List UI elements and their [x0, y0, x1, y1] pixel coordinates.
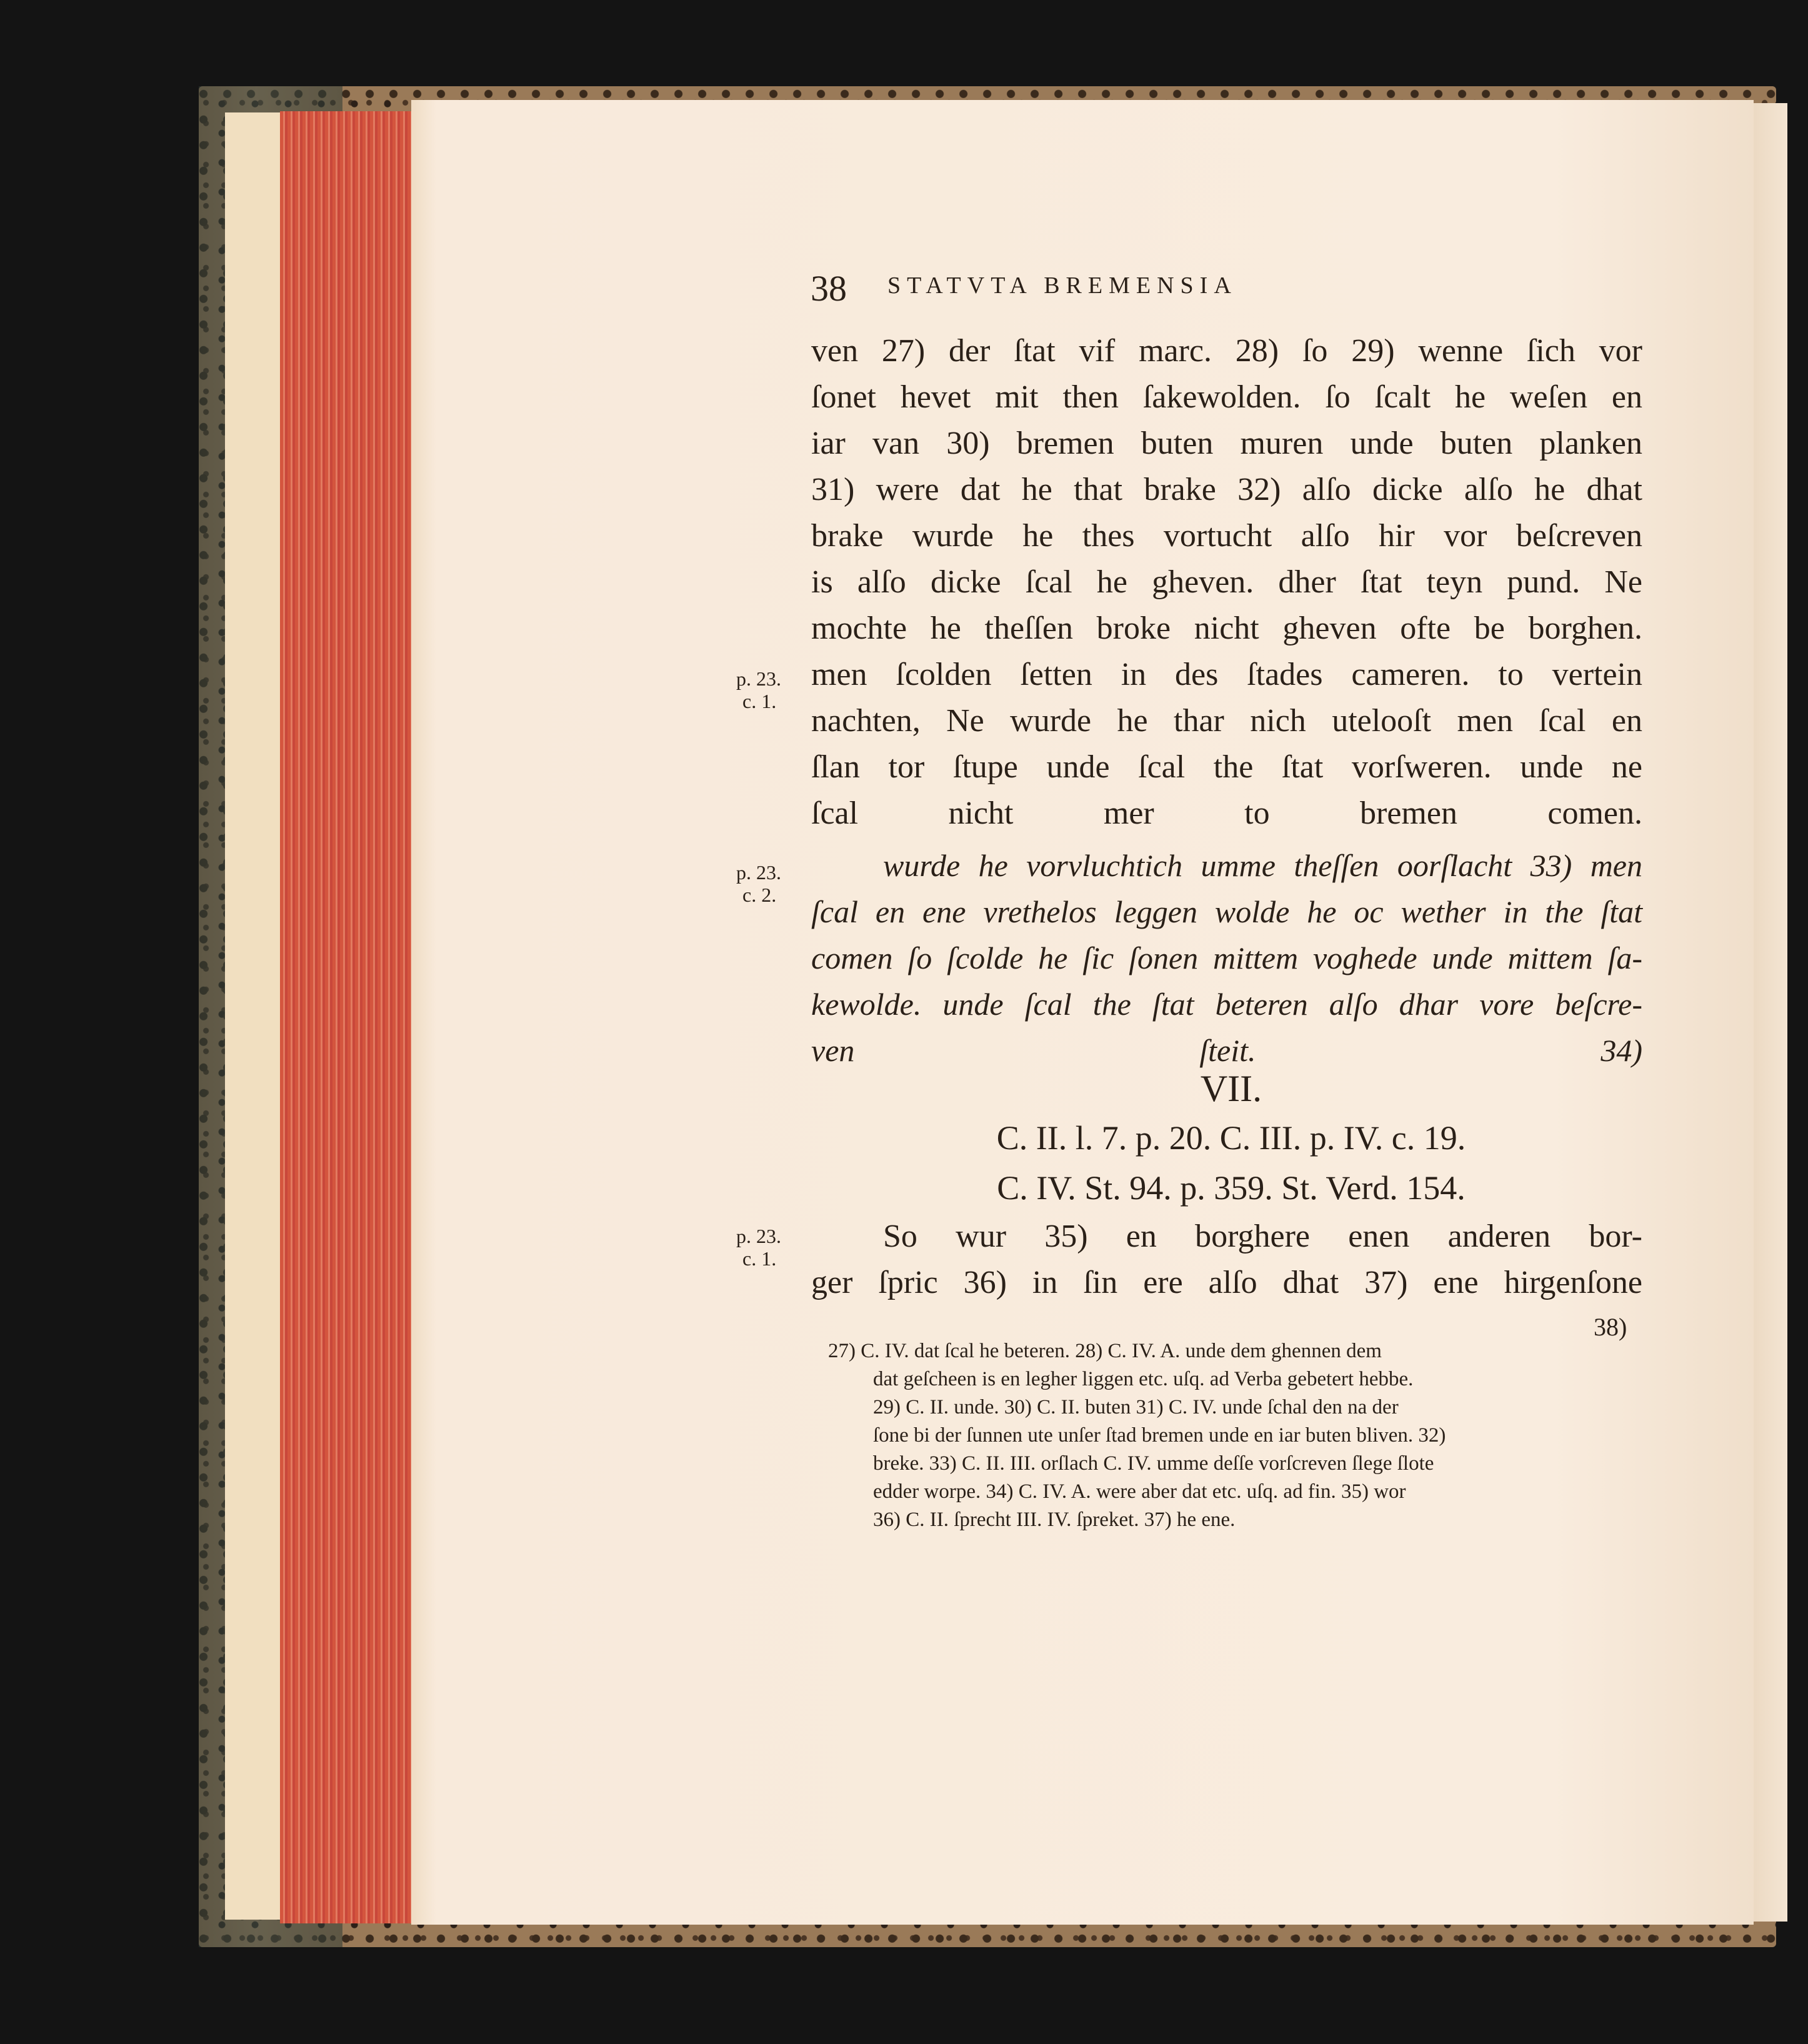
text-line: comen ſo ſcolde he ſic ſonen mittem voghede unde mittem ſa- — [811, 940, 1642, 975]
footnote-line: dat geſcheen is en legher liggen etc. uſq. ad Verba gebetert hebbe. — [873, 1368, 1414, 1390]
text-line: wurde he vorvluchtich umme theſſen oorſlacht 33) men — [883, 848, 1642, 883]
margin-note: p. 23. c. 2. — [736, 861, 781, 906]
catchword: 38) — [1594, 1313, 1627, 1341]
text-line: 31) were dat he that brake 32) alſo dicke alſo he dhat — [811, 472, 1642, 507]
footnotes — [828, 1337, 1647, 1534]
text-line: ger ſpric 36) in ſin ere alſo dhat 37) ene hirgenſone — [811, 1265, 1642, 1300]
text-line: ſonet hevet mit then ſakewolden. ſo ſcalt he weſen en — [811, 379, 1642, 415]
text-line: mochte he theſſen broke nicht gheven ofte be borghen. — [811, 611, 1642, 646]
footnote-line: edder worpe. 34) C. IV. A. were aber dat etc. uſq. ad fin. 35) wor — [873, 1480, 1406, 1503]
text-line: So wur 35) en borghere enen anderen bor- — [883, 1219, 1642, 1254]
footnote-line: 27) C. IV. dat ſcal he beteren. 28) C. IV. A. unde dem ghennen dem — [828, 1340, 1382, 1362]
footnote-line: 36) C. II. ſprecht III. IV. ſpreket. 37) he ene. — [873, 1508, 1236, 1531]
text-line: nachten, Ne wurde he thar nich utelooſt men ſcal en — [811, 703, 1642, 739]
margin-note: p. 23. c. 1. — [736, 1225, 781, 1270]
text-line: kewolde. unde ſcal the ſtat beteren alſo dhar vore beſcre- — [811, 987, 1642, 1022]
section-text — [811, 1214, 1642, 1306]
footnote-line: 29) C. II. unde. 30) C. II. buten 31) C. IV. unde ſchal den na der — [873, 1396, 1399, 1418]
running-head: STATVTA BREMENSIA — [887, 272, 1237, 299]
footnote-line: breke. 33) C. II. III. orſlach C. IV. umme deſſe vorſcreven ſlege ſlote — [873, 1452, 1434, 1475]
text-line: is alſo dicke ſcal he gheven. dher ſtat teyn pund. Ne — [811, 564, 1642, 600]
page-number: 38 — [811, 268, 847, 309]
italic-passage — [811, 842, 1642, 1074]
sub-heading: C. II. l. 7. p. 20. C. III. p. IV. c. 19. — [996, 1119, 1466, 1157]
text-line: iar van 30) bremen buten muren unde buten planken — [811, 426, 1642, 461]
sub-heading: C. IV. St. 94. p. 359. St. Verd. 154. — [997, 1169, 1466, 1207]
margin-note: p. 23. c. 1. — [736, 667, 781, 712]
text-line: brake wurde he thes vortucht alſo hir vor beſcreven — [811, 518, 1642, 554]
text-line: ſcal nicht mer to bremen comen. — [811, 795, 1642, 831]
section-heading: VII. — [1200, 1068, 1262, 1109]
text-line: ſlan tor ſtupe unde ſcal the ſtat vorſweren. unde ne — [811, 749, 1642, 785]
red-page-edge — [280, 111, 416, 1923]
text-line: ven 27) der ſtat vif marc. 28) ſo 29) wenne ſich vor — [811, 333, 1642, 369]
text-line: ven ſteit. 34) — [811, 1033, 1642, 1068]
text-line: ſcal en ene vrethelos leggen wolde he oc wether in the ſtat — [811, 894, 1642, 929]
footnote-line: ſone bi der ſunnen ute unſer ſtad bremen unde en iar buten bliven. 32) — [873, 1424, 1446, 1447]
text-line: men ſcolden ſetten in des ſtades cameren. to vertein — [811, 657, 1642, 692]
body-text — [811, 328, 1642, 837]
